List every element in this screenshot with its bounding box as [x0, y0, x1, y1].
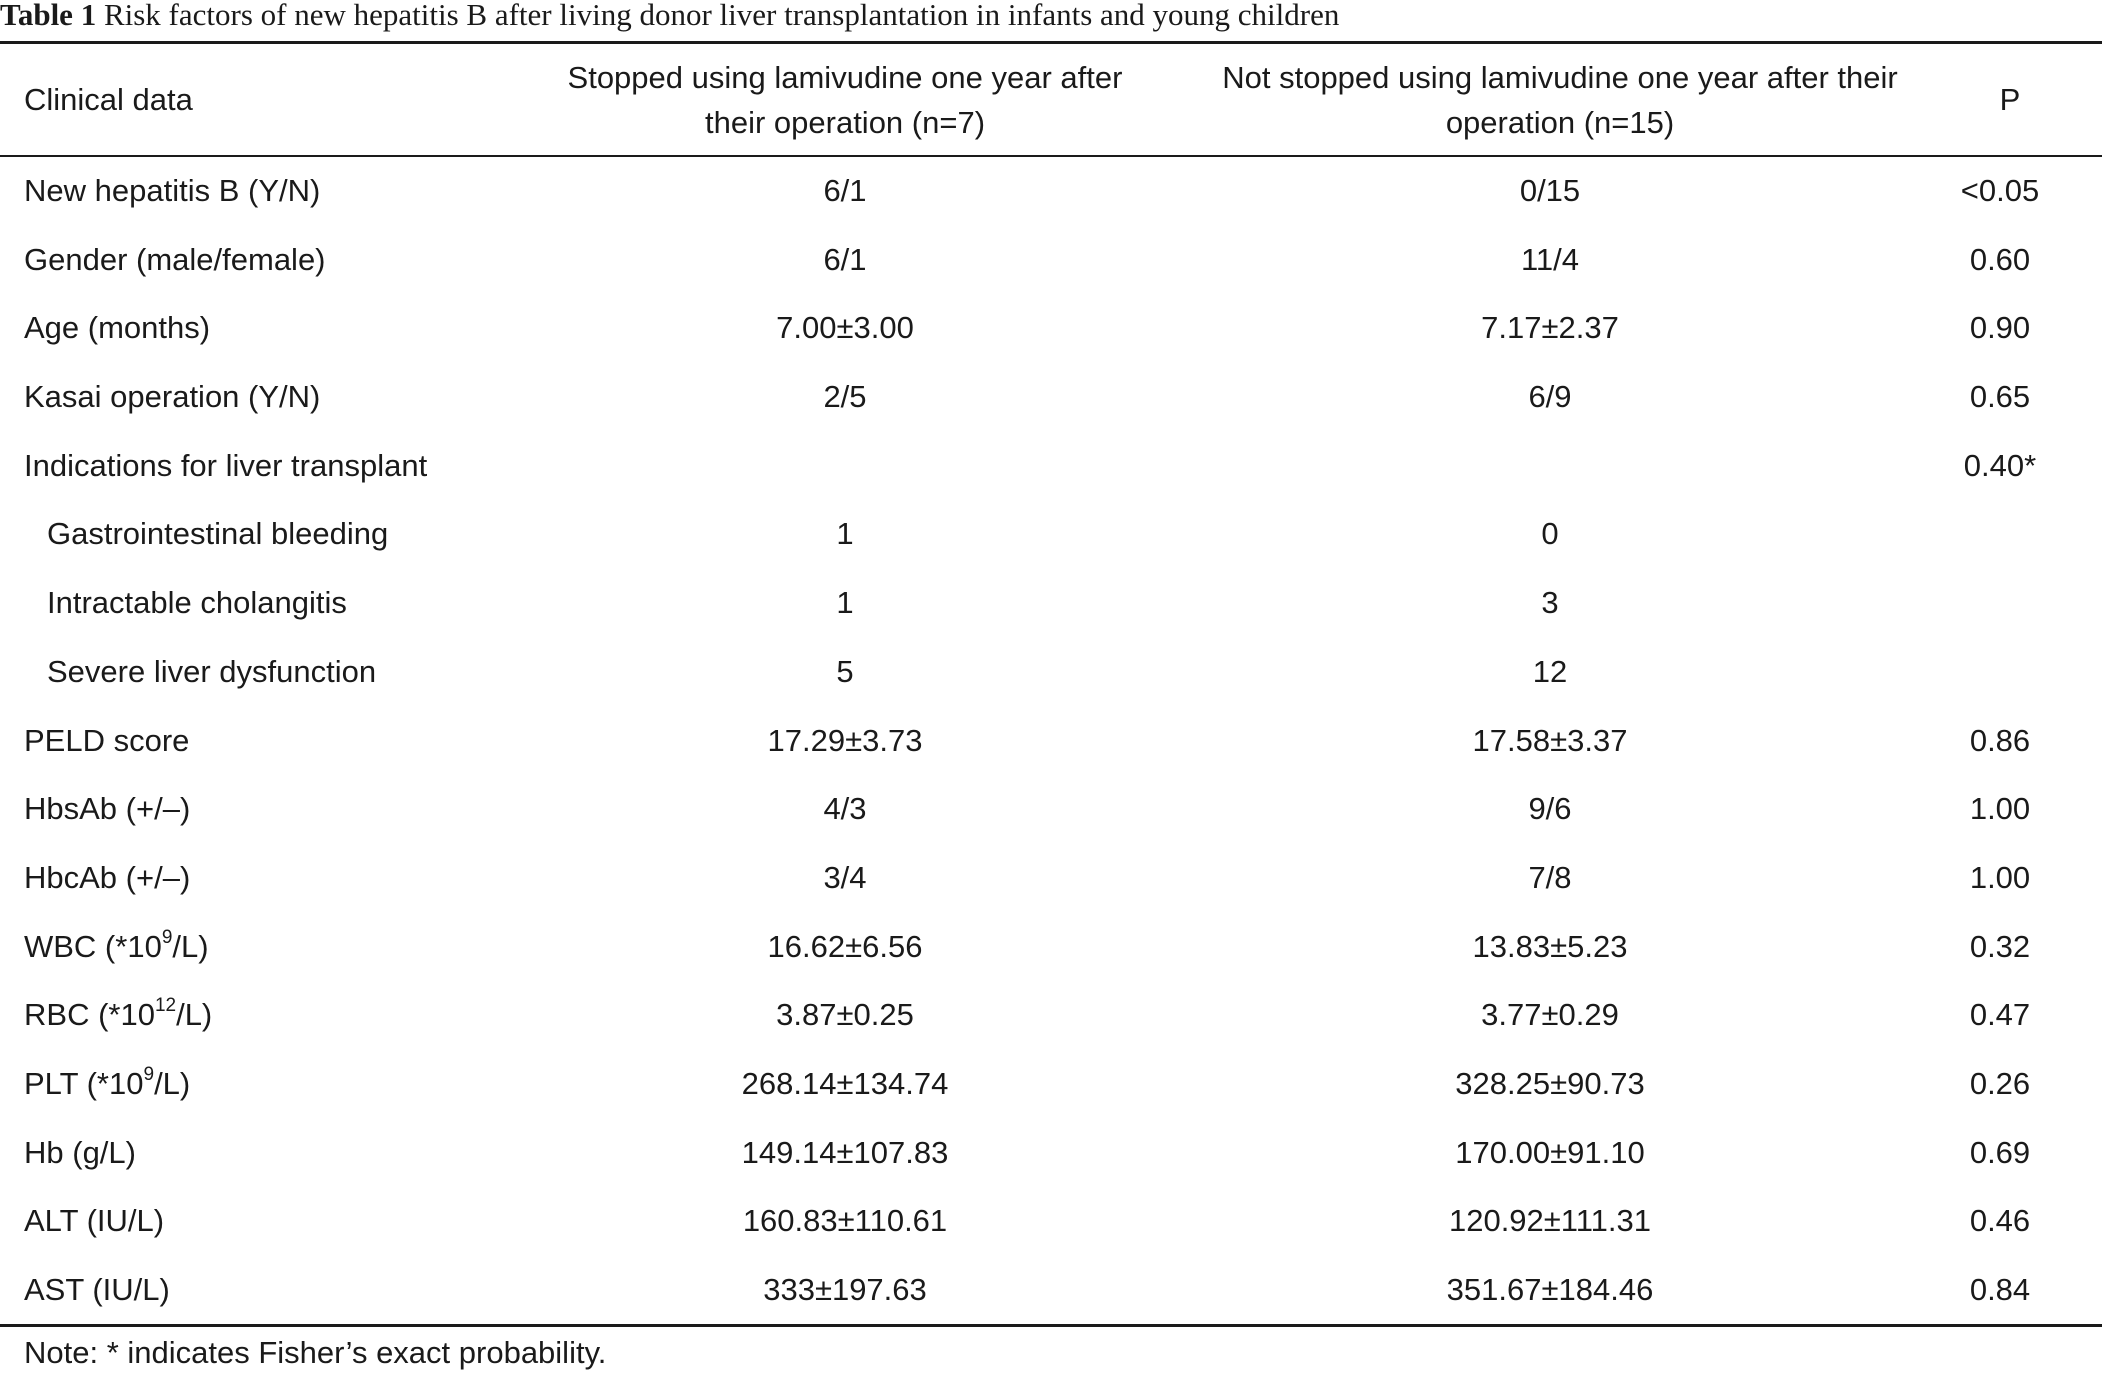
row-not-stopped-value: 3 [1541, 585, 1559, 621]
table-body [0, 157, 2102, 1325]
row-label: New hepatitis B (Y/N) [24, 173, 321, 208]
row-label: Indications for liver transplant [24, 447, 428, 483]
row-p-value: 0.69 [1969, 1134, 2031, 1170]
table-caption-label: Table 1 [0, 0, 97, 32]
row-p-value: <0.05 [1960, 173, 2040, 208]
row-p-value: 0.65 [1969, 379, 2031, 415]
row-p-value: 0.46 [1969, 1203, 2031, 1239]
row-stopped-value: 16.62±6.56 [767, 928, 923, 964]
header-stopped: Stopped using lamivudine one year after their operation (n=7) [567, 59, 1123, 140]
table-row [0, 981, 2102, 1050]
table-caption [0, 0, 1339, 40]
row-p-value: 1.00 [1969, 791, 2031, 827]
row-p-value: 1.00 [1969, 859, 2031, 895]
row-label: ALT (IU/L) [24, 1203, 165, 1239]
row-p-value: 0.26 [1969, 1065, 2031, 1101]
table-row [0, 775, 2102, 844]
row-label-unit: /L) [172, 928, 209, 964]
row-stopped-value: 6/1 [823, 241, 867, 277]
row-sublabel: Severe liver dysfunction [47, 653, 377, 689]
table-caption-text: Risk factors of new hepatitis B after living donor liver transplantation in infants and young children [103, 0, 1340, 32]
row-stopped-value: 7.00±3.00 [776, 310, 914, 346]
table-row [0, 500, 2102, 569]
row-p-value: 0.90 [1969, 310, 2031, 346]
row-label: AST (IU/L) [24, 1272, 170, 1307]
row-label-text: PLT (*10 [24, 1065, 144, 1101]
row-sublabel: Intractable cholangitis [47, 585, 347, 621]
row-p-value: 0.86 [1969, 722, 2031, 758]
row-not-stopped-value: 17.58±3.37 [1472, 722, 1628, 758]
table-row [0, 1050, 2102, 1119]
table-row [0, 157, 2102, 226]
table-row [0, 363, 2102, 432]
row-not-stopped-value: 9/6 [1528, 791, 1572, 827]
row-stopped-value: 1 [836, 585, 854, 621]
row-not-stopped-value: 7/8 [1528, 859, 1572, 895]
row-not-stopped-value: 13.83±5.23 [1472, 928, 1628, 964]
row-stopped-value: 149.14±107.83 [741, 1134, 949, 1170]
row-label: HbsAb (+/–) [24, 791, 191, 827]
row-not-stopped-value: 328.25±90.73 [1455, 1065, 1645, 1101]
table-bottom-rule [0, 1324, 2102, 1327]
row-stopped-value: 3/4 [823, 859, 867, 895]
row-label: Kasai operation (Y/N) [24, 379, 321, 415]
row-stopped-value: 160.83±110.61 [742, 1203, 948, 1239]
row-label: PELD score [24, 722, 190, 758]
row-stopped-value: 3.87±0.25 [776, 997, 914, 1033]
row-label-exponent: 12 [154, 995, 177, 1017]
row-label [24, 913, 544, 982]
row-p-value [1900, 500, 2100, 569]
row-label-text: WBC (*10 [24, 928, 162, 964]
table-row [0, 638, 2102, 707]
table-row [0, 294, 2102, 363]
header-not-stopped: Not stopped using lamivudine one year after their operation (n=15) [1222, 59, 1898, 140]
table-row [0, 844, 2102, 913]
row-stopped-value: 17.29±3.73 [767, 722, 923, 758]
row-label-unit: /L) [176, 997, 213, 1033]
row-not-stopped-value: 12 [1532, 653, 1568, 689]
row-not-stopped-value: 170.00±91.10 [1455, 1134, 1645, 1170]
row-not-stopped-value: 120.92±111.31 [1448, 1203, 1652, 1239]
header-p: P [1999, 82, 2021, 117]
row-stopped-value: 6/1 [823, 173, 867, 208]
row-not-stopped-value: 0 [1541, 516, 1559, 552]
table-row [0, 1256, 2102, 1325]
row-p-value: 0.40* [1963, 447, 2037, 483]
row-p-value [1900, 638, 2100, 707]
row-stopped-value [545, 432, 1145, 501]
row-label-exponent: 9 [161, 926, 173, 948]
row-not-stopped-value: 3.77±0.29 [1481, 997, 1619, 1033]
table-header [0, 44, 2102, 155]
table-row [0, 1119, 2102, 1188]
row-label [24, 981, 544, 1050]
row-not-stopped-value: 0/15 [1519, 173, 1581, 208]
row-label-unit: /L) [154, 1065, 191, 1101]
table-footnote: Note: * indicates Fisher’s exact probability. [24, 1335, 607, 1370]
row-label: Gender (male/female) [24, 241, 326, 277]
row-not-stopped-value: 7.17±2.37 [1481, 310, 1619, 346]
row-p-value: 0.32 [1969, 928, 2031, 964]
row-not-stopped-value: 6/9 [1528, 379, 1572, 415]
table-row [0, 226, 2102, 295]
table-row [0, 913, 2102, 982]
row-p-value: 0.60 [1969, 241, 2031, 277]
row-p-value: 0.84 [1969, 1272, 2031, 1307]
row-label: Hb (g/L) [24, 1134, 136, 1170]
row-stopped-value: 1 [836, 516, 854, 552]
header-clinical-data: Clinical data [24, 82, 193, 117]
table-row [0, 569, 2102, 638]
row-label-exponent: 9 [143, 1063, 155, 1085]
table-row [0, 707, 2102, 776]
row-label: HbcAb (+/–) [24, 859, 191, 895]
row-p-value: 0.47 [1969, 997, 2031, 1033]
row-stopped-value: 2/5 [823, 379, 867, 415]
table-row [0, 1187, 2102, 1256]
row-stopped-value: 268.14±134.74 [741, 1065, 949, 1101]
row-stopped-value: 5 [836, 653, 854, 689]
row-stopped-value: 333±197.63 [763, 1272, 927, 1307]
row-not-stopped-value [1250, 432, 1850, 501]
row-not-stopped-value: 11/4 [1520, 241, 1580, 277]
row-label [24, 1050, 544, 1119]
row-label-text: RBC (*10 [24, 997, 155, 1033]
row-sublabel: Gastrointestinal bleeding [47, 516, 389, 552]
row-p-value [1900, 569, 2100, 638]
table-row [0, 432, 2102, 501]
row-not-stopped-value: 351.67±184.46 [1446, 1272, 1654, 1307]
row-label: Age (months) [24, 310, 211, 346]
row-stopped-value: 4/3 [823, 791, 867, 827]
